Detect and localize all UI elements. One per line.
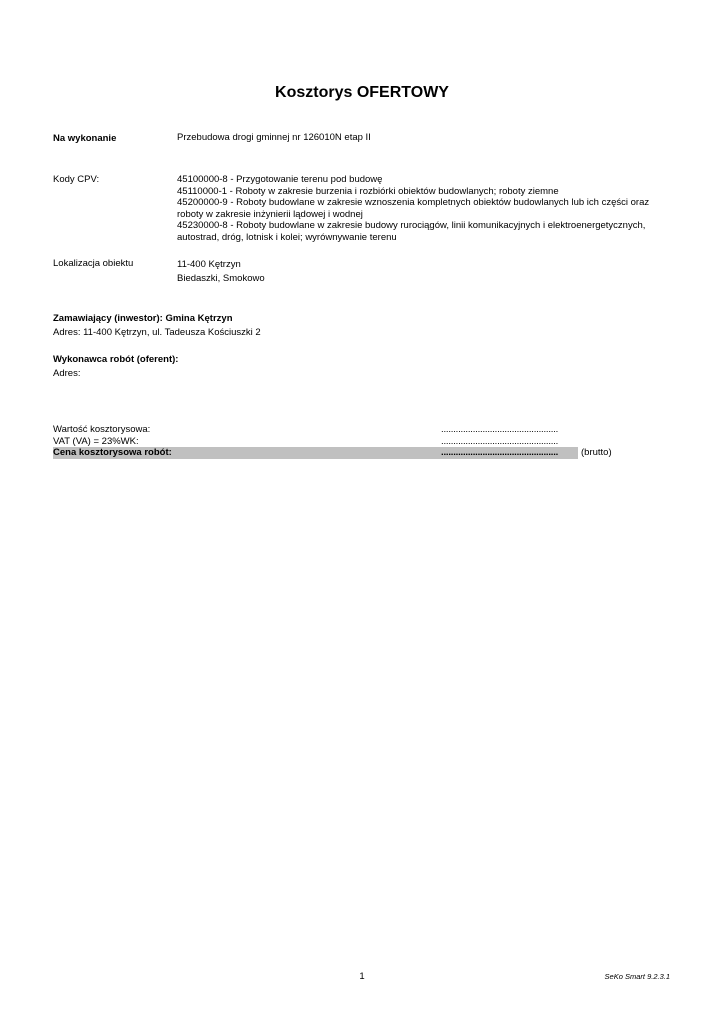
- app-version: SeKo Smart 9.2.3.1: [604, 972, 670, 981]
- cpv-line: 45110000-1 - Roboty w zakresie burzenia i rozbiórki obiektów budowlanych; roboty ziemne: [177, 185, 559, 197]
- lokalizacja-line: 11-400 Kętrzyn: [177, 259, 241, 270]
- cpv-line: 45100000-8 - Przygotowanie terenu pod budowę: [177, 174, 383, 185]
- cpv-line: 45230000-8 - Roboty budowlane w zakresie budowy rurociągów, linii komunikacyjnych i elektroenergetycznych,: [177, 220, 646, 231]
- na-wykonanie-value: Przebudowa drogi gminnej nr 126010N etap II: [177, 132, 371, 143]
- cpv-line: 45200000-9 - Roboty budowlane w zakresie wznoszenia kompletnych obiektów budowlanych lub ich części oraz: [177, 197, 650, 208]
- vat-row: [53, 436, 613, 448]
- vat-dots: ................................................: [441, 435, 559, 447]
- wartosc-row: [53, 424, 613, 436]
- cpv-line: roboty w zakresie inżynierii lądowej i wodnej: [177, 208, 363, 220]
- zamawiajacy-heading: Zamawiający (inwestor): Gmina Kętrzyn: [53, 313, 233, 324]
- vat-label: VAT (VA) = 23%WK:: [53, 435, 139, 447]
- brutto-label: (brutto): [581, 447, 612, 458]
- zamawiajacy-address: Adres: 11-400 Kętrzyn, ul. Tadeusza Kościuszki 2: [53, 327, 261, 338]
- lokalizacja-value: [177, 258, 677, 286]
- wartosc-label: Wartość kosztorysowa:: [53, 424, 151, 435]
- kody-cpv-label: Kody CPV:: [53, 174, 100, 185]
- cpv-line: autostrad, dróg, lotnisk i kolei; wyrównywanie terenu: [177, 231, 397, 243]
- wykonawca-block: [53, 353, 178, 381]
- kody-cpv-list: [177, 174, 677, 243]
- page-number: 1: [359, 971, 365, 982]
- wykonawca-address: Adres:: [53, 368, 81, 379]
- cost-summary: [53, 424, 613, 459]
- cena-label: Cena kosztorysowa robót:: [53, 447, 172, 458]
- lokalizacja-label: Lokalizacja obiektu: [53, 258, 134, 269]
- cena-row: [53, 447, 613, 459]
- lokalizacja-line: Biedaszki, Smokowo: [177, 273, 265, 284]
- cena-dots: ................................................: [441, 447, 559, 458]
- wartosc-dots: ................................................: [441, 424, 559, 435]
- zamawiajacy-block: [53, 312, 261, 340]
- na-wykonanie-label: Na wykonanie: [53, 133, 117, 144]
- wykonawca-heading: Wykonawca robót (oferent):: [53, 354, 179, 365]
- page-title: Kosztorys OFERTOWY: [275, 84, 449, 101]
